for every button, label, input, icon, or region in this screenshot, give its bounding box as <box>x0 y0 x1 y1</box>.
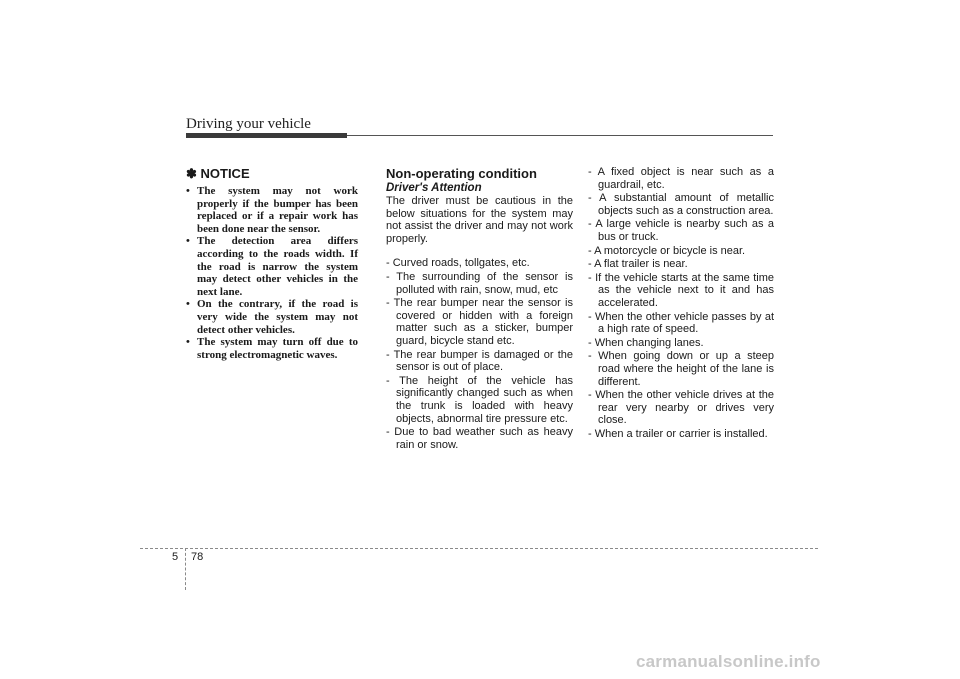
condition-item: - A fixed object is near such as a guardrail, etc. <box>588 166 774 191</box>
condition-item: - If the vehicle starts at the same time as the vehicle next to it and has accelerated. <box>588 271 774 309</box>
condition-item: - When the other vehicle drives at the rear very nearby or drives very close. <box>588 389 774 427</box>
condition-item: - When a trailer or carrier is installed. <box>588 427 768 440</box>
chapter-number: 5 <box>172 551 179 563</box>
section-column <box>386 166 573 452</box>
footer-divider <box>185 548 186 590</box>
footer-rule <box>140 548 818 549</box>
section-title: Non-operating condition <box>386 166 537 181</box>
condition-item: - When going down or up a steep road where the height of the lane is different. <box>588 350 774 388</box>
condition-item: - The height of the vehicle has significantly changed such as when the trunk is loaded with heavy objects, abnormal tire pressure etc. <box>386 374 573 425</box>
notice-list <box>186 185 358 361</box>
page-header-title: Driving your vehicle <box>186 116 311 132</box>
notice-column <box>186 166 358 361</box>
section-intro: The driver must be cautious in the below situations for the system may not assist the driver and may not work properly. <box>386 195 573 245</box>
condition-list-continued <box>588 166 774 440</box>
notice-item: • On the contrary, if the road is very wide the system may not detect other vehicles. <box>186 298 358 336</box>
notice-item: • The system may turn off due to strong electromagnetic waves. <box>186 336 358 361</box>
condition-item: - The rear bumper is damaged or the sensor is out of place. <box>386 348 573 374</box>
notice-title: ✽ NOTICE <box>186 166 250 181</box>
condition-item: - The surrounding of the sensor is polluted with rain, snow, mud, etc <box>386 270 573 296</box>
condition-item: - A flat trailer is near. <box>588 258 688 271</box>
page-number: 78 <box>191 551 204 563</box>
condition-item: - Due to bad weather such as heavy rain or snow. <box>386 426 573 451</box>
condition-item: - Curved roads, tollgates, etc. <box>386 257 530 270</box>
notice-item: • The system may not work properly if the bumper has been replaced or if a repair work has been done near the sensor. <box>186 185 358 235</box>
header-bar <box>186 133 347 138</box>
condition-item: - When the other vehicle passes by at a high rate of speed. <box>588 310 774 336</box>
notice-item: • The detection area differs according to the roads width. If the road is narrow the system may detect other vehicles in the next lane. <box>186 235 358 298</box>
condition-item: - A motorcycle or bicycle is near. <box>588 244 746 257</box>
condition-list <box>386 257 573 451</box>
header-rule <box>347 135 773 136</box>
section-column-continued <box>588 166 774 441</box>
condition-item: - A large vehicle is nearby such as a bus or truck. <box>588 218 774 243</box>
watermark: carmanualsonline.info <box>636 652 821 671</box>
condition-item: - The rear bumper near the sensor is covered or hidden with a foreign matter such as a sticker, bumper guard, bicycle stand etc. <box>386 297 573 347</box>
condition-item: - When changing lanes. <box>588 336 704 349</box>
section-subtitle: Driver's Attention <box>386 182 482 194</box>
condition-item: - A substantial amount of metallic objects such as a construction area. <box>588 192 774 217</box>
